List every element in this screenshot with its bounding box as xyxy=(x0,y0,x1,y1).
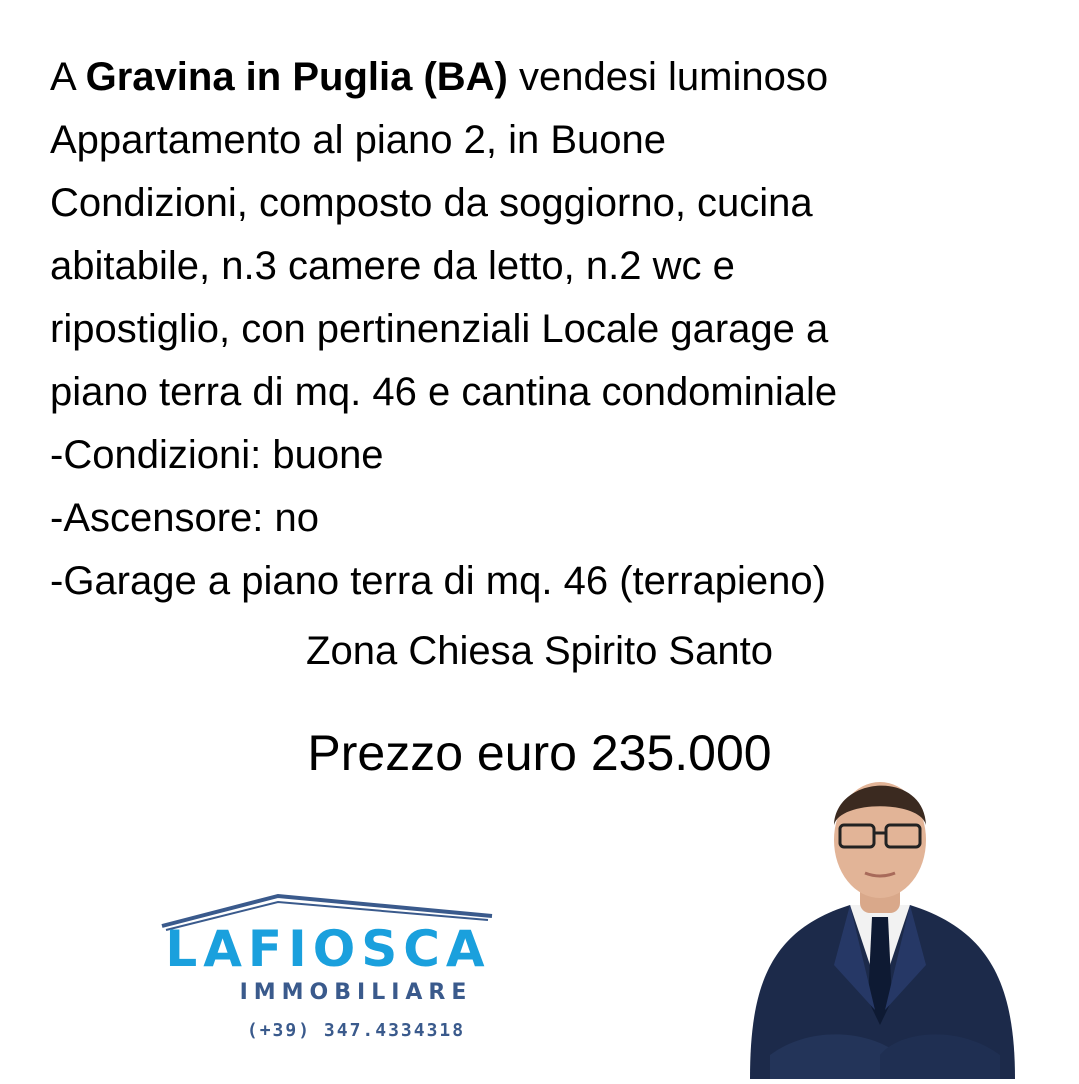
listing-description xyxy=(50,46,1050,613)
description-line-2: Appartamento al piano 2, in Buone xyxy=(50,118,666,162)
agency-subtitle: IMMOBILIARE xyxy=(239,980,473,1005)
feature-ascensore: -Ascensore: no xyxy=(50,496,320,540)
location-name: Gravina in Puglia (BA) xyxy=(85,55,508,99)
description-line-3: Condizioni, composto da soggiorno, cucina xyxy=(50,181,813,225)
agency-name: LAFIOSCA xyxy=(165,920,491,978)
zone-label: Zona Chiesa Spirito Santo xyxy=(306,629,773,673)
agency-logo xyxy=(158,888,498,1058)
description-line-4: abitabile, n.3 camere da letto, n.2 wc e xyxy=(50,244,735,288)
agent-portrait xyxy=(730,755,1030,1079)
feature-garage: -Garage a piano terra di mq. 46 (terrapieno) xyxy=(50,559,826,603)
description-line-5: ripostiglio, con pertinenziali Locale garage a xyxy=(50,307,829,351)
description-line-6: piano terra di mq. 46 e cantina condominiale xyxy=(50,370,838,414)
price-label: Prezzo euro 235.000 xyxy=(307,725,772,781)
agency-phone: (+39) 347.4334318 xyxy=(246,1020,466,1041)
description-line-1: A Gravina in Puglia (BA) vendesi luminoso xyxy=(50,55,829,99)
feature-condizioni: -Condizioni: buone xyxy=(50,433,384,477)
